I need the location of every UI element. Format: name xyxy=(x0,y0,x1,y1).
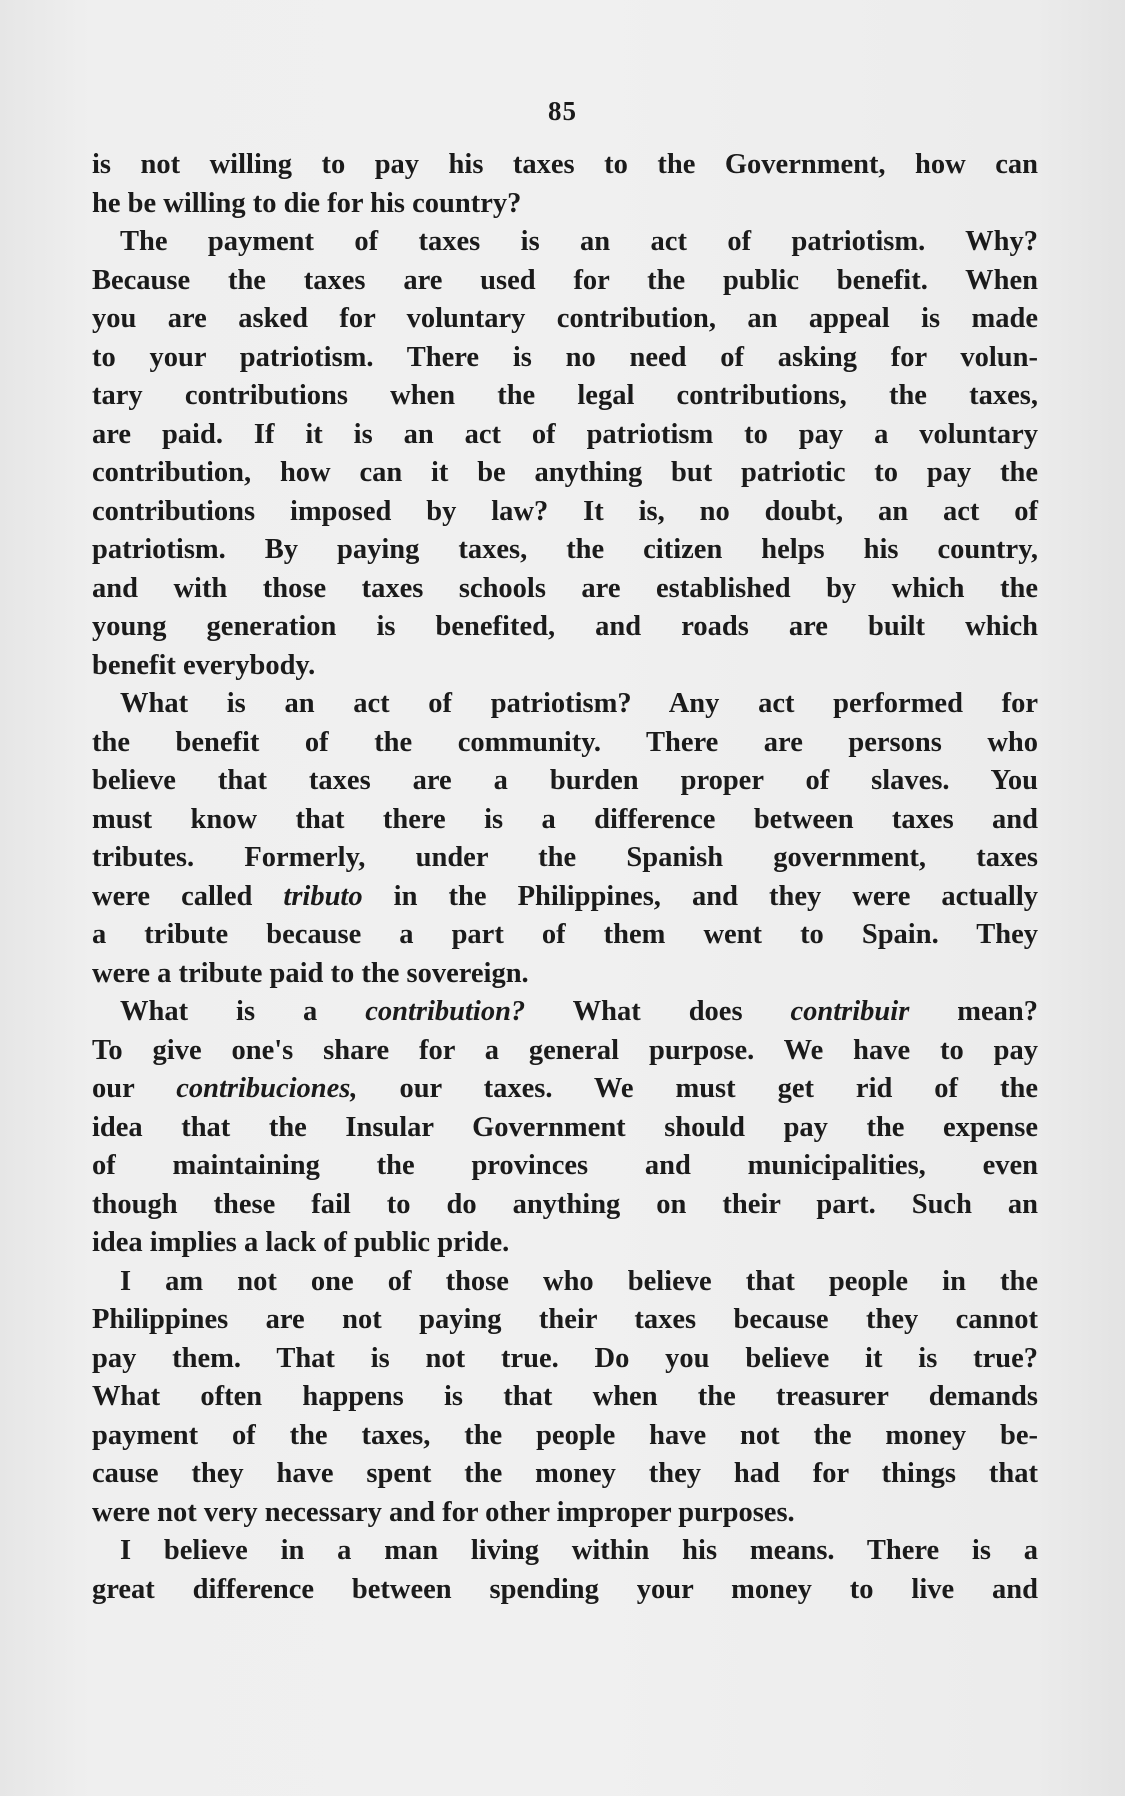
body-text xyxy=(92,146,1038,1609)
text-line: idea that the Insular Government should pay the expense xyxy=(92,1111,1038,1143)
italic-term: contribuciones, xyxy=(176,1073,358,1104)
text-line: great difference between spending your money to live and xyxy=(92,1573,1038,1605)
text-line: What often happens is that when the treasurer demands xyxy=(92,1381,1038,1412)
text-line: were a tribute paid to the sovereign. xyxy=(92,957,529,989)
text-line: cause they have spent the money they had for things that xyxy=(92,1458,1038,1489)
text-line: a tribute because a part of them went to Spain. They xyxy=(92,919,1038,950)
text-line: though these fail to do anything on their part. Such an xyxy=(92,1188,1038,1220)
text-line: to your patriotism. There is no need of asking for volun- xyxy=(92,341,1038,373)
text-line: and with those taxes schools are established by which the xyxy=(92,572,1038,604)
text-line: our contribuciones, our taxes. We must get rid of the xyxy=(92,1073,1038,1104)
text-line: Because the taxes are used for the public benefit. When xyxy=(92,264,1038,296)
text-line: patriotism. By paying taxes, the citizen helps his country, xyxy=(92,534,1038,565)
text-line: were not very necessary and for other improper purposes. xyxy=(92,1496,795,1528)
text-line: is not willing to pay his taxes to the Government, how can xyxy=(92,149,1038,180)
italic-term: tributo xyxy=(283,880,363,912)
page-number: 85 xyxy=(548,96,577,126)
text-line: he be willing to die for his country? xyxy=(92,187,522,219)
text-line: payment of the taxes, the people have not the money be- xyxy=(92,1419,1038,1451)
text-line: benefit everybody. xyxy=(92,649,316,681)
italic-term: contribuir xyxy=(790,996,910,1027)
text-line: I believe in a man living within his means. There is a xyxy=(120,1535,1038,1566)
italic-term: contribution? xyxy=(365,996,526,1027)
text-line: contributions imposed by law? It is, no doubt, an act of xyxy=(92,495,1038,527)
text-line: were called tributo in the Philippines, and they were actually xyxy=(92,880,1038,912)
text-line: idea implies a lack of public pride. xyxy=(92,1227,510,1258)
text-line: tary contributions when the legal contributions, the taxes, xyxy=(92,380,1038,411)
text-line: I am not one of those who believe that people in the xyxy=(120,1265,1038,1297)
text-line: The payment of taxes is an act of patriotism. Why? xyxy=(120,226,1038,257)
text-line: contribution, how can it be anything but patriotic to pay the xyxy=(92,457,1038,488)
text-line: pay them. That is not true. Do you believe it is true? xyxy=(92,1342,1038,1374)
text-line: To give one's share for a general purpose. We have to pay xyxy=(92,1034,1038,1066)
text-line: What is an act of patriotism? Any act performed for xyxy=(120,688,1038,719)
text-line: of maintaining the provinces and municipalities, even xyxy=(92,1150,1038,1181)
text-line: believe that taxes are a burden proper of slaves. You xyxy=(92,765,1038,796)
text-line: are paid. If it is an act of patriotism to pay a voluntary xyxy=(92,418,1038,450)
text-line: you are asked for voluntary contribution, an appeal is made xyxy=(92,303,1038,334)
text-line: tributes. Formerly, under the Spanish government, taxes xyxy=(92,842,1038,873)
text-line: the benefit of the community. There are persons who xyxy=(92,726,1038,758)
text-line: What is a contribution? What does contribuir mean? xyxy=(120,996,1038,1027)
text-line: young generation is benefited, and roads are built which xyxy=(92,611,1038,642)
text-line: Philippines are not paying their taxes because they cannot xyxy=(92,1304,1038,1335)
text-line: must know that there is a difference between taxes and xyxy=(92,803,1038,835)
